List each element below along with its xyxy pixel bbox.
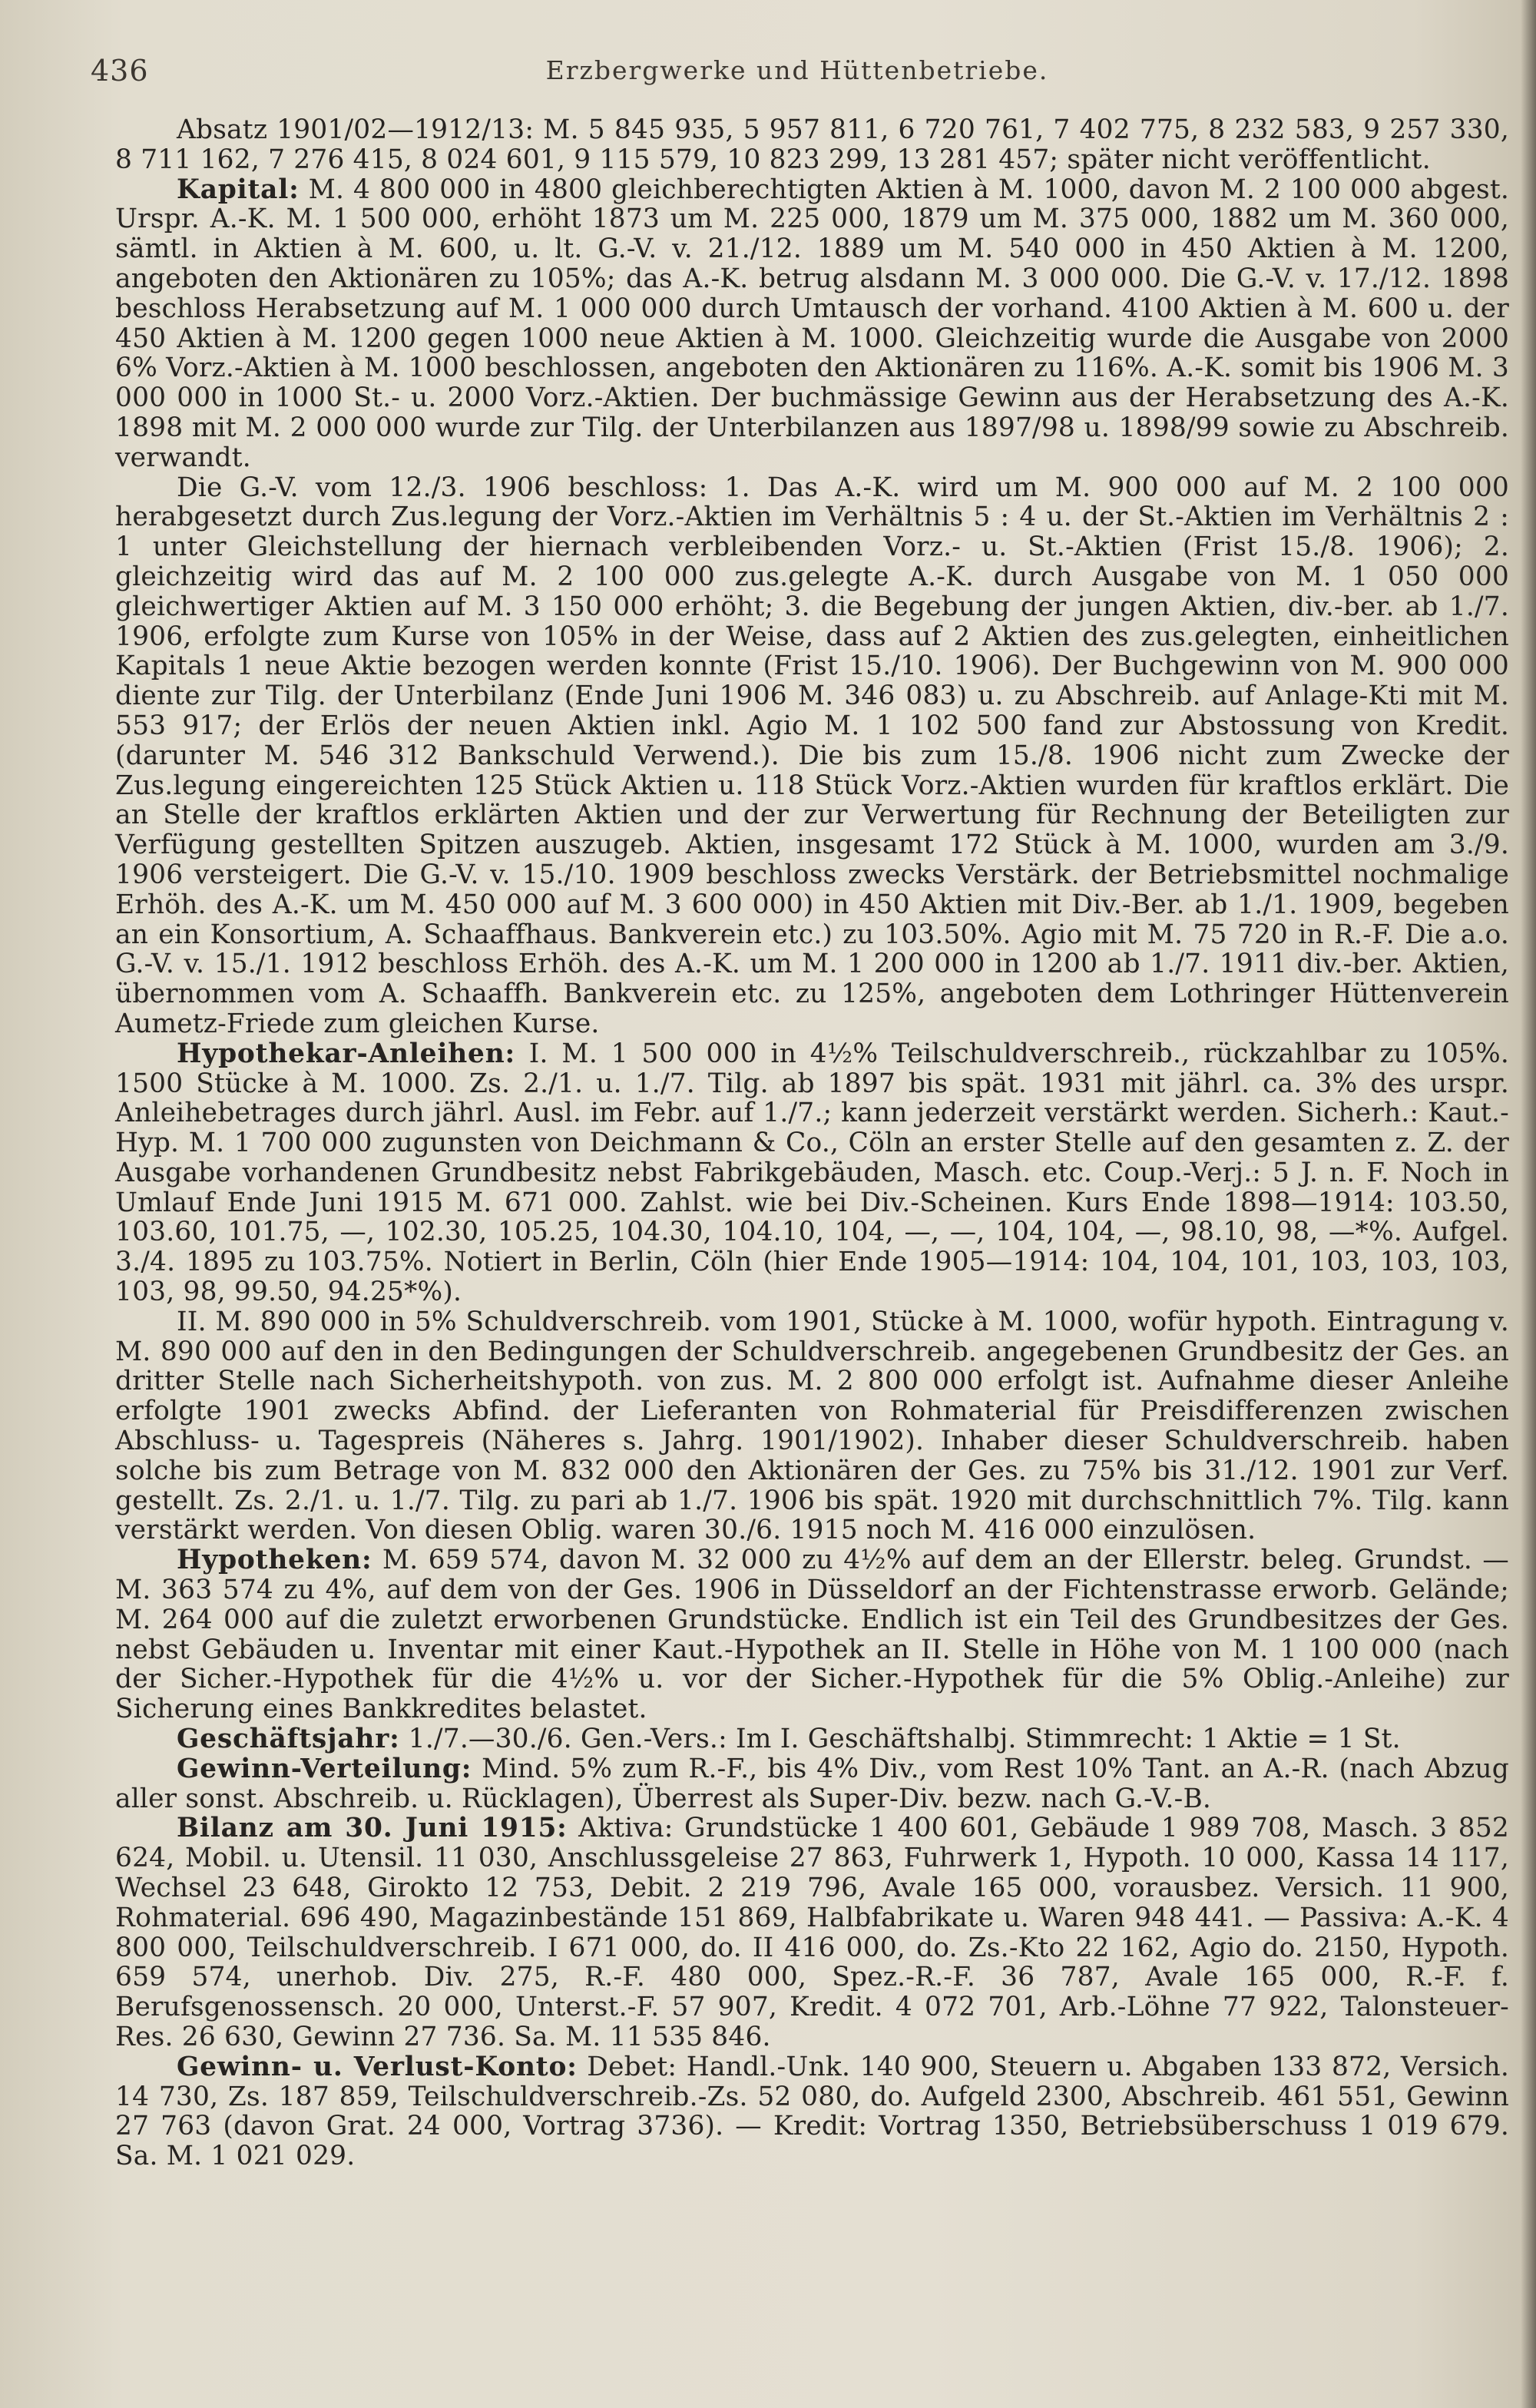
paragraph-gv-1906: Die G.-V. vom 12./3. 1906 beschloss: 1. Das A.-K. wird um M. 900 000 auf M. 2 100 000 herabgesetzt durch Zus.legung der Vorz.-Aktien im Verhältnis 5 : 4 u. der St.-Aktien im Verhältnis 2 : 1 unter Gleichstellung der hiernach verbleibenden Vorz.- u. St.-Aktien (Frist 15./8. 1906); 2. gleichzeitig wird das auf M. 2 100 000 zus.gelegte A.-K. durch Ausgabe von M. 1 050 000 gleichwertiger Aktien auf M. 3 150 000 erhöht; 3. die Begebung der jungen Aktien, div.-ber. ab 1./7. 1906, erfolgte zum Kurse von 105% in der Weise, dass auf 2 Aktien des zus.gelegten, einheitlichen Kapitals 1 neue Aktie bezogen werden konnte (Frist 15./10. 1906). Der Buchgewinn von M. 900 000 diente zur Tilg. der Unterbilanz (Ende Juni 1906 M. 346 083) u. zu Abschreib. auf Anlage-Kti mit M. 553 917; der Erlös der neuen Aktien inkl. Agio M. 1 102 500 fand zur Abstossung von Kredit. (darunter M. 546 312 Bankschuld Verwend.). Die bis zum 15./8. 1906 nicht zum Zwecke der Zus.legung eingereichten 125 Stück Aktien u. 118 Stück Vorz.-Aktien wurden für kraftlos erklärt. Die an Stelle der kraftlos erklärten Aktien und der zur Verwertung für Rechnung der Beteiligten zur Verfügung gestellten Spitzen auszugeb. Aktien, insgesamt 172 Stück à M. 1000, wurden am 3./9. 1906 versteigert. Die G.-V. v. 15./10. 1909 beschloss zwecks Verstärk. der Betriebsmittel nochmalige Erhöh. des A.-K. um M. 450 000 auf M. 3 600 000) in 450 Aktien mit Div.-Ber. ab 1./1. 1909, begeben an ein Konsortium, A. Schaaffhaus. Bankverein etc.) zu 103.50%. Agio mit M. 75 720 in R.-F. Die a.o. G.-V. v. 15./1. 1912 beschloss Erhöh. des A.-K. um M. 1 200 000 in 1200 ab 1./7. 1911 div.-ber. Aktien, übernommen vom A. Schaaffh. Bankverein etc. zu 125%, angeboten dem Lothringer Hüttenverein Aumetz-Friede zum gleichen Kurse. [115, 472, 1509, 1039]
paragraph-kapital: Kapital: M. 4 800 000 in 4800 gleichberechtigten Aktien à M. 1000, davon M. 2 100 000 abgest. Urspr. A.-K. M. 1 500 000, erhöht 1873 um M. 225 000, 1879 um M. 375 000, 1882 um M. 360 000, sämtl. in Aktien à M. 600, u. lt. G.-V. v. 21./12. 1889 um M. 540 000 in 450 Aktien à M. 1200, angeboten den Aktionären zu 105%; das A.-K. betrug alsdann M. 3 000 000. Die G.-V. v. 17./12. 1898 beschloss Herabsetzung auf M. 1 000 000 durch Umtausch der vorhand. 4100 Aktien à M. 600 u. der 450 Aktien à M. 1200 gegen 1000 neue Aktien à M. 1000. Gleichzeitig wurde die Ausgabe von 2000 6% Vorz.-Aktien à M. 1000 beschlossen, angeboten den Aktionären zu 116%. A.-K. somit bis 1906 M. 3 000 000 in 1000 St.- u. 2000 Vorz.-Aktien. Der buchmässige Gewinn aus der Herabsetzung des A.-K. 1898 mit M. 2 000 000 wurde zur Tilg. der Unterbilanzen aus 1897/98 u. 1898/99 sowie zu Abschreib. verwandt. [115, 174, 1509, 473]
paragraph-hypotheken: Hypotheken: M. 659 574, davon M. 32 000 zu 4½% auf dem an der Ellerstr. beleg. Grundst. — M. 363 574 zu 4%, auf dem von der Ges. 1906 in Düsseldorf an der Fichtenstrasse erworb. Gelände; M. 264 000 auf die zuletzt erworbenen Grundstücke. Endlich ist ein Teil des Grundbesitzes der Ges. nebst Gebäuden u. Inventar mit einer Kaut.-Hypothek an II. Stelle in Höhe von M. 1 100 000 (nach der Sicher.-Hypothek für die 4½% u. vor der Sicher.-Hypothek für die 5% Oblig.-Anleihe) zur Sicherung eines Bankkredites belastet. [115, 1545, 1509, 1725]
section-heading: Geschäftsjahr: [177, 1724, 400, 1755]
paragraph-bilanz: Bilanz am 30. Juni 1915: Aktiva: Grundstücke 1 400 601, Gebäude 1 989 708, Masch. 3 852 624, Mobil. u. Utensil. 11 030, Anschlussgeleise 27 863, Fuhrwerk 1, Hypoth. 10 000, Kassa 14 117, Wechsel 23 648, Girokto 12 753, Debit. 2 219 796, Avale 165 000, vorausbez. Versich. 11 900, Rohmaterial. 696 490, Magazinbestände 151 869, Halbfabrikate u. Waren 948 441. — Passiva: A.-K. 4 800 000, Teilschuldverschreib. I 671 000, do. II 416 000, do. Zs.-Kto 22 162, Agio do. 2150, Hypoth. 659 574, unerhob. Div. 275, R.-F. 480 000, Spez.-R.-F. 36 787, Avale 165 000, R.-F. f. Berufsgenossensch. 20 000, Unterst.-F. 57 907, Kredit. 4 072 701, Arb.-Löhne 77 922, Talonsteuer-Res. 26 630, Gewinn 27 736. Sa. M. 11 535 846. [115, 1813, 1509, 2052]
section-heading: Kapital: [177, 174, 300, 205]
body-text [115, 115, 1509, 2171]
paragraph-hypothekar-anleihen: Hypothekar-Anleihen: I. M. 1 500 000 in 4½% Teilschuldverschreib., rückzahlbar zu 105%. 1500 Stücke à M. 1000. Zs. 2./1. u. 1./7. Tilg. ab 1897 bis spät. 1931 mit jährl. ca. 3% des urspr. Anleihebetrages durch jährl. Ausl. im Febr. auf 1./7.; kann jederzeit verstärkt werden. Sicherh.: Kaut.-Hyp. M. 1 700 000 zugunsten von Deichmann & Co., Cöln an erster Stelle auf den gesamten z. Z. der Ausgabe vorhandenen Grundbesitz nebst Fabrikgebäuden, Masch. etc. Coup.-Verj.: 5 J. n. F. Noch in Umlauf Ende Juni 1915 M. 671 000. Zahlst. wie bei Div.-Scheinen. Kurs Ende 1898—1914: 103.50, 103.60, 101.75, —, 102.30, 105.25, 104.30, 104.10, 104, —, —, 104, 104, —, 98.10, 98, —*%. Aufgel. 3./4. 1895 zu 103.75%. Notiert in Berlin, Cöln (hier Ende 1905—1914: 104, 104, 101, 103, 103, 103, 103, 98, 99.50, 94.25*%). [115, 1038, 1509, 1308]
section-heading: Bilanz am 30. Juni 1915: [177, 1813, 568, 1844]
running-title: Erzbergwerke und Hüttenbetriebe. [545, 55, 1049, 85]
paragraph-anleihe-ii: II. M. 890 000 in 5% Schuldverschreib. vom 1901, Stücke à M. 1000, wofür hypoth. Eintragung v. M. 890 000 auf den in den Bedingungen der Schuldverschreib. angegebenen Grundbesitz der Ges. an dritter Stelle nach Sicherheitshypoth. von zus. M. 2 800 000 erfolgt ist. Aufnahme dieser Anleihe erfolgte 1901 zwecks Abfind. der Lieferanten von Rohmaterial für Preisdifferenzen zwischen Abschluss- u. Tagespreis (Näheres s. Jahrg. 1901/1902). Inhaber dieser Schuldverschreib. haben solche bis zum Betrage von M. 832 000 den Aktionären der Ges. zu 75% bis 31./12. 1901 zur Verf. gestellt. Zs. 2./1. u. 1./7. Tilg. zu pari ab 1./7. 1906 bis spät. 1920 mit durchschnittlich 7%. Tilg. kann verstärkt werden. Von diesen Oblig. waren 30./6. 1915 noch M. 416 000 einzulösen. [115, 1306, 1509, 1546]
section-heading: Gewinn- u. Verlust-Konto: [177, 2051, 578, 2082]
page-number: 436 [91, 54, 149, 88]
paragraph-gewinn-verteilung: Gewinn-Verteilung: Mind. 5% zum R.-F., bis 4% Div., vom Rest 10% Tant. an A.-R. (nach Abzug aller sonst. Abschreib. u. Rücklagen), Überrest als Super-Div. bezw. nach G.-V.-B. [115, 1753, 1509, 1814]
section-heading: Gewinn-Verteilung: [177, 1753, 472, 1784]
section-heading: Hypotheken: [177, 1545, 372, 1576]
paragraph-absatz: Absatz 1901/02—1912/13: M. 5 845 935, 5 957 811, 6 720 761, 7 402 775, 8 232 583, 9 257 330, 8 711 162, 7 276 415, 8 024 601, 9 115 579, 10 823 299, 13 281 457; später nicht veröffentlicht. [115, 114, 1509, 175]
paragraph-geschaeftsjahr: Geschäftsjahr: 1./7.—30./6. Gen.-Vers.: Im I. Geschäftshalbj. Stimmrecht: 1 Aktie = 1 St. [177, 1724, 1401, 1755]
page-edge-shadow [1521, 0, 1536, 2408]
section-heading: Hypothekar-Anleihen: [177, 1038, 516, 1069]
paragraph-gewinn-verlust-konto: Gewinn- u. Verlust-Konto: Debet: Handl.-Unk. 140 900, Steuern u. Abgaben 133 872, Versich. 14 730, Zs. 187 859, Teilschuldverschreib.-Zs. 52 080, do. Aufgeld 2300, Abschreib. 461 551, Gewinn 27 763 (davon Grat. 24 000, Vortrag 3736). — Kredit: Vortrag 1350, Betriebsüberschuss 1 019 679. Sa. M. 1 021 029. [115, 2051, 1509, 2172]
running-head [91, 54, 1504, 92]
